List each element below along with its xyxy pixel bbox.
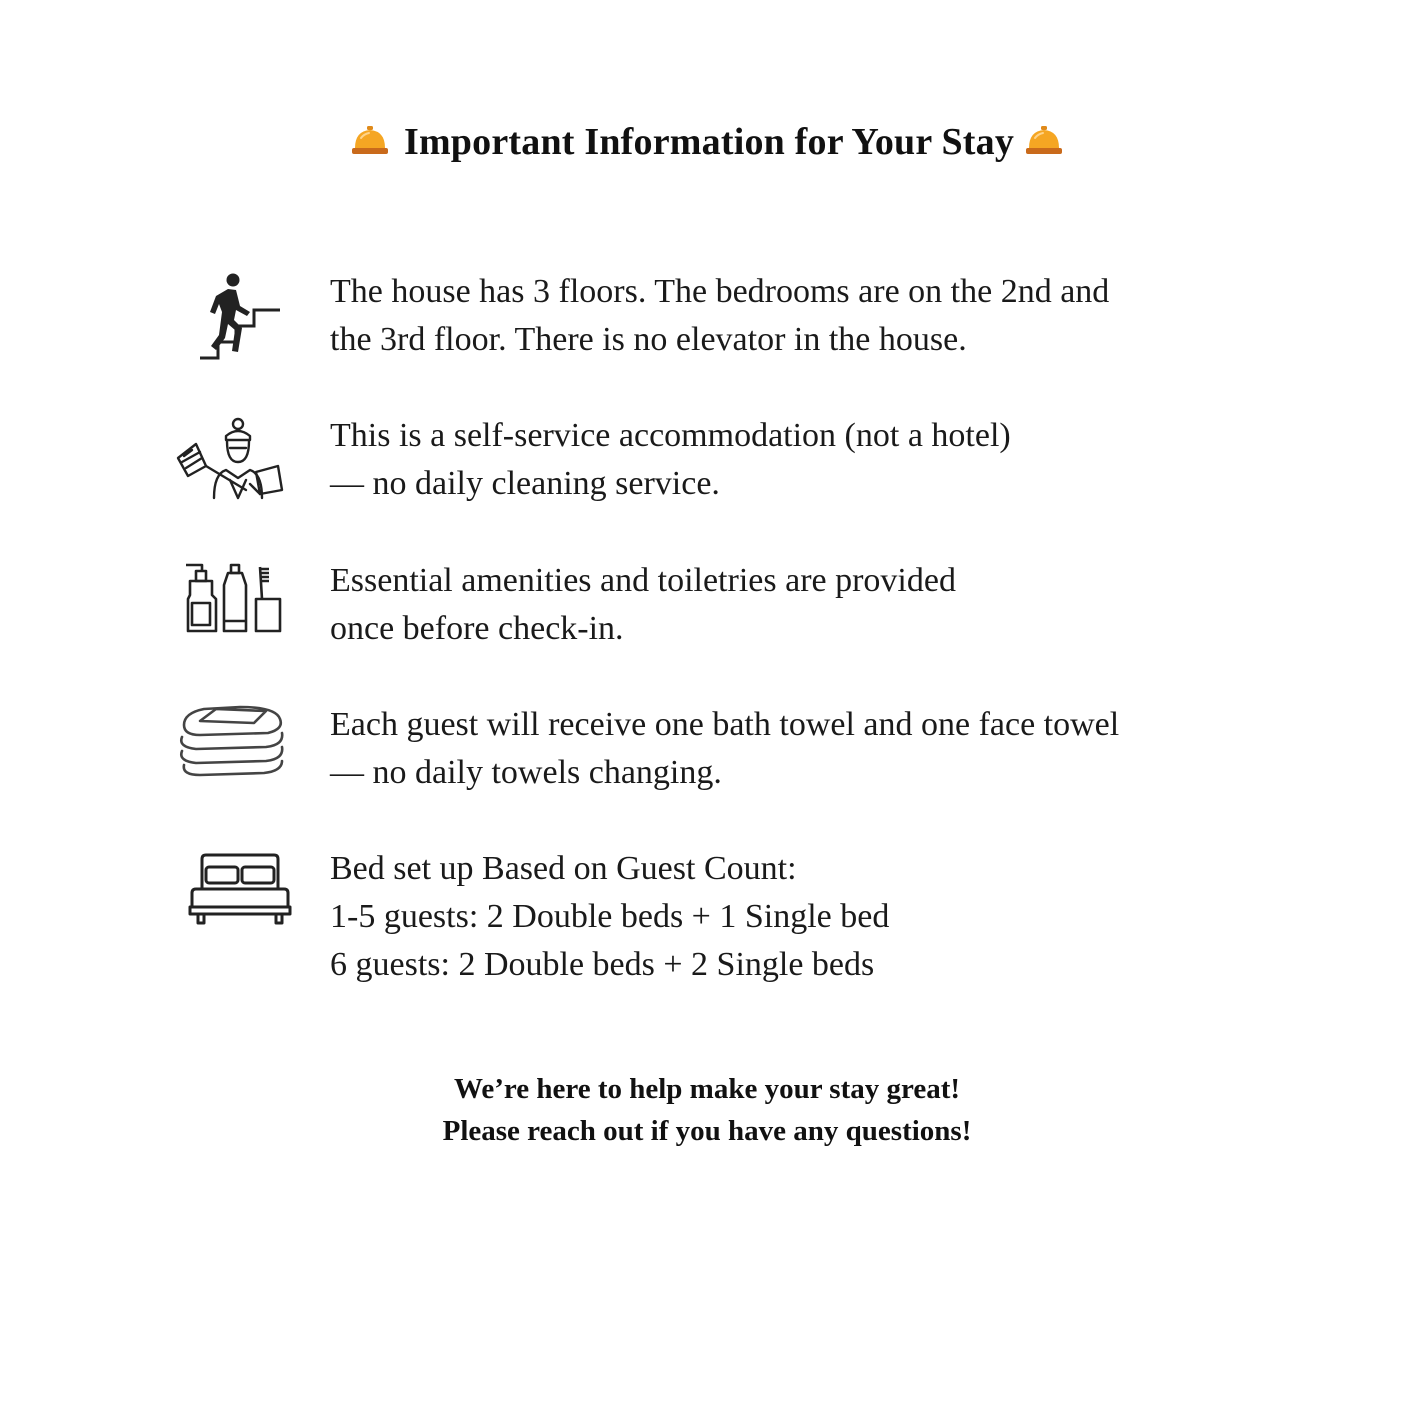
info-text-line: The house has 3 floors. The bedrooms are on the 2nd and xyxy=(330,273,1110,310)
info-text-line: — no daily towels changing. xyxy=(330,754,722,791)
info-text-line: 6 guests: 2 Double beds + 2 Single beds xyxy=(330,946,875,983)
info-text-line: Bed set up Based on Guest Count: xyxy=(330,850,797,887)
bed-icon xyxy=(170,849,294,949)
title-text: Important Information for Your Stay xyxy=(403,121,1015,163)
stairs-climber-icon xyxy=(170,268,294,368)
info-text-line: the 3rd floor. There is no elevator in the house. xyxy=(330,321,967,358)
info-text-line: Essential amenities and toiletries are provided xyxy=(330,562,956,599)
page-title xyxy=(0,112,1414,172)
info-text-line: once before check-in. xyxy=(330,610,624,647)
info-text-line: — no daily cleaning service. xyxy=(330,465,720,502)
closing-message xyxy=(0,1068,1414,1152)
housekeeper-icon xyxy=(170,416,294,516)
info-text-line: This is a self-service accommodation (not a hotel) xyxy=(330,417,1011,454)
bellhop-bell-icon xyxy=(1024,124,1064,156)
info-text-line: Each guest will receive one bath towel and one face towel xyxy=(330,706,1120,743)
bellhop-bell-icon xyxy=(350,124,390,156)
towels-icon xyxy=(170,699,294,799)
info-text-line: 1-5 guests: 2 Double beds + 1 Single bed xyxy=(330,898,890,935)
closing-line-1: We’re here to help make your stay great! xyxy=(453,1073,961,1105)
closing-line-2: Please reach out if you have any questions! xyxy=(442,1115,972,1147)
toiletries-icon xyxy=(170,559,294,659)
